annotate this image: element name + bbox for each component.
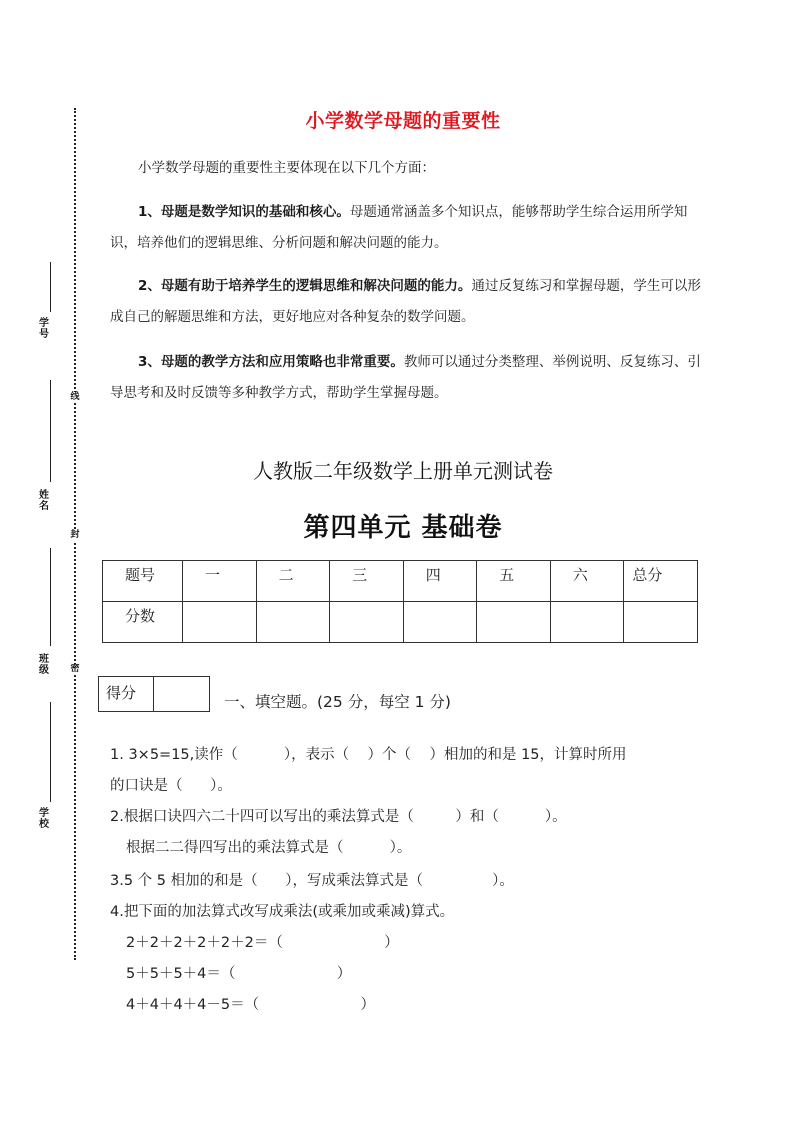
student-no-label: 学号 — [39, 318, 49, 340]
score-header-cell: 五 — [477, 561, 551, 602]
score-row-label: 分数 — [103, 602, 183, 643]
section-score-box — [98, 676, 210, 712]
score-input-cell[interactable] — [183, 602, 257, 643]
score-header-cell: 三 — [330, 561, 404, 602]
class-label: 班级 — [39, 654, 49, 676]
intro-point-2-bold: 2、母题有助于培养学生的逻辑思维和解决问题的能力。 — [138, 278, 472, 294]
score-table-value-row — [103, 602, 698, 643]
intro-point-1-text: 母题通常涵盖多个知识点，能够帮助学生综合运用所学知识，培养他们的逻辑思维、分析问题和解决问题的能力。 — [110, 204, 688, 251]
seal-mark-seal: 封 — [70, 530, 80, 540]
student-no-underline — [50, 262, 51, 312]
question-line: 3.5 个 5 相加的和是（ ），写成乘法算式是（ ）。 — [110, 873, 514, 889]
intro-point-3 — [110, 347, 714, 409]
score-header-cell: 二 — [256, 561, 330, 602]
section-score-label: 得分 — [99, 677, 154, 711]
question-line: 1. 3×5=15,读作（ ），表示（ ）个（ ）相加的和是 15，计算时所用 — [110, 747, 627, 763]
question-line: 5＋5＋5＋4＝（ ） — [126, 966, 352, 982]
school-underline — [50, 702, 51, 802]
score-input-cell[interactable] — [330, 602, 404, 643]
seal-mark-line: 线 — [70, 392, 80, 402]
question-line: 根据二二得四写出的乘法算式是（ ）。 — [126, 840, 412, 856]
score-header-cell: 总分 — [624, 561, 698, 602]
seal-mark-secret: 密 — [70, 664, 80, 674]
score-table-header-row — [103, 561, 698, 602]
score-header-cell: 四 — [403, 561, 477, 602]
score-table — [102, 560, 698, 643]
intro-point-3-bold: 3、母题的教学方法和应用策略也非常重要。 — [138, 354, 404, 370]
score-input-cell[interactable] — [256, 602, 330, 643]
intro-point-1 — [110, 197, 714, 259]
score-input-cell[interactable] — [550, 602, 624, 643]
intro-point-2-text: 通过反复练习和掌握母题，学生可以形成自己的解题思维和方法，更好地应对各种复杂的数学问题。 — [110, 278, 701, 325]
score-header-cell: 一 — [183, 561, 257, 602]
score-input-cell[interactable] — [624, 602, 698, 643]
intro-point-3-text: 教师可以通过分类整理、举例说明、反复练习、引导思考和及时反馈等多种教学方式，帮助学生掌握母题。 — [110, 354, 701, 401]
exam-title: 人教版二年级数学上册单元测试卷 — [253, 459, 553, 483]
school-label: 学校 — [39, 808, 49, 830]
intro-title: 小学数学母题的重要性 — [305, 110, 501, 132]
intro-lead: 小学数学母题的重要性主要体现在以下几个方面： — [138, 160, 435, 176]
question-line: 4.把下面的加法算式改写成乘法(或乘加或乘减)算式。 — [110, 904, 455, 920]
exam-subtitle: 第四单元 基础卷 — [303, 513, 503, 543]
name-label: 姓名 — [39, 490, 49, 512]
score-header-cell: 题号 — [103, 561, 183, 602]
question-line: 2.根据口诀四六二十四可以写出的乘法算式是（ ）和（ ）。 — [110, 809, 567, 825]
section-score-input[interactable] — [154, 677, 209, 711]
intro-point-2 — [110, 271, 714, 333]
intro-point-1-bold: 1、母题是数学知识的基础和核心。 — [138, 204, 350, 220]
class-underline — [50, 548, 51, 646]
score-input-cell[interactable] — [477, 602, 551, 643]
section-1-heading: 一、填空题。(25 分，每空 1 分) — [224, 693, 451, 711]
score-header-cell: 六 — [550, 561, 624, 602]
question-line: 的口诀是（ ）。 — [110, 778, 232, 794]
question-line: 4＋4＋4＋4－5＝（ ） — [126, 997, 376, 1013]
question-line: 2＋2＋2＋2＋2＋2＝（ ） — [126, 935, 399, 951]
score-input-cell[interactable] — [403, 602, 477, 643]
